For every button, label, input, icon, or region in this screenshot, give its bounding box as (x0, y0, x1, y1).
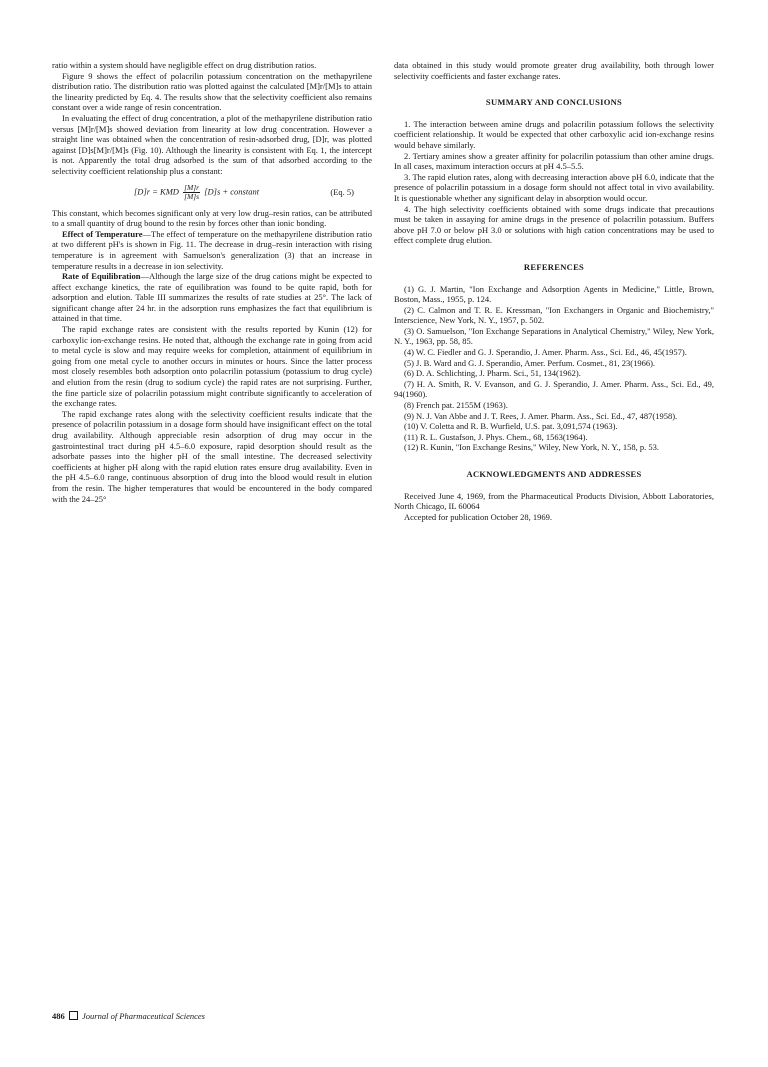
reference-item: (9) N. J. Van Abbe and J. T. Rees, J. Amer. Pharm. Ass., Sci. Ed., 47, 487(1958). (404, 410, 678, 421)
equation-number: (Eq. 5) (330, 186, 354, 197)
right-column (394, 60, 714, 522)
run-in-heading: Rate of Equilibration (62, 271, 141, 282)
paragraph: The rapid exchange rates are consistent with the results reported by Kunin (12) for carboxylic ion-exchange resins. He noted that, although the exchange rate in going from acid to metal cycle is slow and may require weeks for completion, attainment of equilibrium in going from one metal cycle to another occurs in minutes or hours. Since the latter process most closely resembles both adsorption onto polacrilin potassium (potassium to drug cycle) and elution from the resin (drug to sodium cycle) the rapid rates are not surprising. Further, the fine particle size of polacrilin potassium might contribute significantly to acceleration of the exchange rates. (52, 324, 372, 409)
reference-item: (4) W. C. Fiedler and G. J. Sperandio, J. Amer. Pharm. Ass., Sci. Ed., 46, 45(1957). (404, 347, 687, 358)
summary-item: 1. The interaction between amine drugs and polacrilin potassium follows the selectivity coefficient relationship. It would be expected that other carboxylic acid ion-exchange resins would behave similarly. (394, 118, 714, 150)
paragraph: In evaluating the effect of drug concentration, a plot of the methapyrilene distribution ratio versus [M]r/[M]s showed deviation from linearity at low drug concentration. However a straight line was obtained when the concentration of resin-adsorbed drug, [D]r, was plotted against [D]s[M]r/[M]s (Fig. 10). Although the linearity is consistent with Eq. 1, the intercept is not. Apparently the total drug adsorbed is the sum of that adsorbed according to the selectivity coefficient relationship plus a constant: (52, 112, 372, 176)
received-note: Received June 4, 1969, from the Pharmaceutical Products Division, Abbott Laboratories, North Chicago, IL 60064 (394, 490, 714, 512)
page-number: 486 (52, 1011, 65, 1021)
reference-item: (10) V. Coletta and R. B. Wurfield, U.S. pat. 3,091,574 (1963). (404, 421, 618, 432)
section-heading: SUMMARY AND CONCLUSIONS (485, 97, 623, 108)
reference-item: (1) G. J. Martin, "Ion Exchange and Adsorption Agents in Medicine," Little, Brown, Boston, Mass., 1955, p. 124. (394, 283, 714, 305)
equation-rhs: [D]s + constant (204, 185, 260, 196)
reference-item: (12) R. Kunin, "Ion Exchange Resins," Wiley, New York, N. Y., 158, p. 53. (404, 442, 659, 453)
fraction-numerator: [M]r (184, 182, 200, 192)
section-heading: REFERENCES (523, 261, 585, 272)
reference-item: (3) O. Samuelson, "Ion Exchange Separations in Analytical Chemistry," Wiley, New York, N. Y., 1963, pp. 58, 85. (394, 325, 714, 347)
fraction-denominator: [M]s (184, 191, 200, 201)
paragraph: Effect of Temperature—The effect of temperature on the methapyrilene distribution ratio at two different pH's is shown in Fig. 11. The decrease in drug–resin interaction with rising temperature is in agreement with Samuelson's generalization (3) that an increase in temperature results in a decrease in ion selectivity. (52, 228, 372, 271)
reference-item: (7) H. A. Smith, R. V. Evanson, and G. J. Sperandio, J. Amer. Pharm. Ass., Sci. Ed., 49, 94(1960). (394, 378, 714, 400)
left-column (52, 60, 372, 504)
journal-name: Journal of Pharmaceutical Sciences (82, 1011, 205, 1021)
equation-fraction (183, 184, 200, 201)
paragraph: data obtained in this study would promote greater drug availability, both through lower selectivity coefficients and faster exchange rates. (394, 60, 714, 81)
paragraph: The rapid exchange rates along with the selectivity coefficient results indicate that the presence of polacrilin potassium in a dosage form should have insignificant effect on the total drug availability. Although appreciable resin adsorption of drug may occur in the gastrointestinal tract during pH 4.5–6.0 exposure, rapid desorption should result as the adsorbate passes into the higher pH of the small intestine. The decreased selectivity coefficients at higher pH along with the rapid elution rates ensure drug availability. Even in the pH 4.5–6.0 range, continuous absorption of drug into the blood would result in elution from the resin. The higher temperatures that would be encountered in the body compared with the 24–25° (52, 408, 372, 504)
reference-item: (8) French pat. 2155M (1963). (404, 400, 508, 411)
reference-item: (5) J. B. Ward and G. J. Sperandio, Amer. Perfum. Cosmet., 81, 23(1966). (404, 357, 656, 368)
page-footer (52, 1011, 205, 1021)
summary-item: 2. Tertiary amines show a greater affinity for polacrilin potassium than other amine drugs. In all cases, maximum interaction occurs at pH 4.5–5.5. (394, 150, 714, 172)
equation-lhs: [D]r = KMD (134, 185, 179, 196)
summary-item: 3. The rapid elution rates, along with decreasing interaction above pH 6.0, indicate that the presence of polacrilin potassium in a dosage form should not affect total in vivo availability. It is questionable whether any significant delay in absorption would occur. (394, 171, 714, 203)
reference-item: (11) R. L. Gustafson, J. Phys. Chem., 68, 1563(1964). (404, 431, 588, 442)
square-box-icon (69, 1011, 78, 1020)
paragraph: Figure 9 shows the effect of polacrilin potassium concentration on the methapyrilene distribution ratio. The distribution ratio was plotted against the calculated [M]r/[M]s to attain the linearity predicted by Eq. 4. The results show that the selectivity coefficient also remains constant over a wide range of resin concentration. (52, 70, 372, 113)
reference-item: (6) D. A. Schlichting, J. Pharm. Sci., 51, 134(1962). (404, 368, 581, 379)
equation-5 (52, 177, 372, 208)
section-heading: ACKNOWLEDGMENTS AND ADDRESSES (466, 469, 642, 479)
paragraph: ratio within a system should have negligible effect on drug distribution ratios. (52, 60, 317, 70)
run-in-heading: Effect of Temperature (62, 228, 143, 239)
paragraph: This constant, which becomes significant only at very low drug–resin ratios, can be attributed to a small quantity of drug bound to the resin by forces other than ionic bonding. (52, 207, 372, 229)
reference-item: (2) C. Calmon and T. R. E. Kressman, "Ion Exchangers in Organic and Biochemistry," Interscience, New York, N. Y., 1957, p. 502. (394, 304, 714, 326)
paragraph: Rate of Equilibration—Although the large size of the drug cations might be expected to affect exchange kinetics, the rate of equilibration was found to be quite rapid, both for adsorption and elution. Table III summarizes the results of rate studies at 25°. The lack of significant change after 24 hr. in the adsorption runs emphasizes the fact that equilibrium is attained in that time. (52, 271, 373, 324)
accepted-note: Accepted for publication October 28, 1969. (404, 511, 552, 522)
summary-item: 4. The high selectivity coefficients obtained with some drugs indicate that precautions must be taken in assaying for amine drugs in the presence of polacrilin potassium. Buffers above pH 7.0 or below pH 3.0 or solutions with high cation concentrations may be used to effect complete drug elution. (394, 203, 714, 246)
